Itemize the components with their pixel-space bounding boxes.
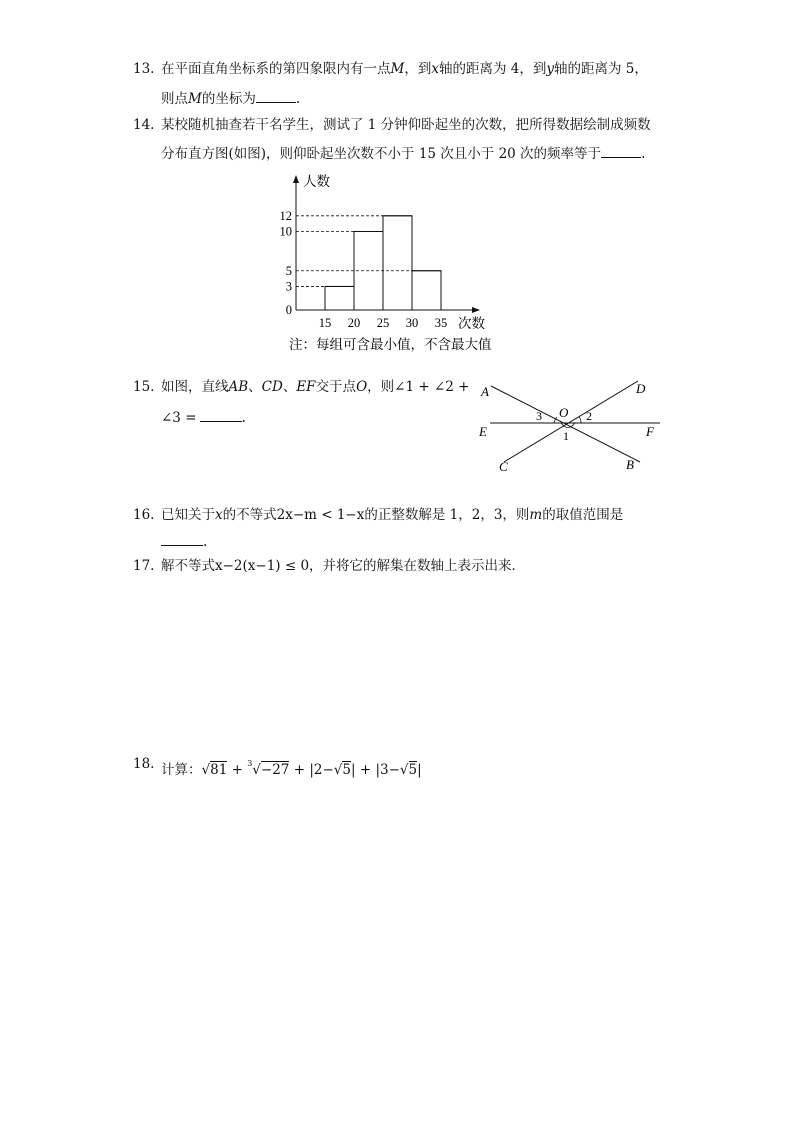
q13-number: 13. <box>133 61 155 77</box>
q16-text: 已知关于 <box>161 507 215 523</box>
q15-text: ，则∠1 + ∠2 + <box>367 379 470 395</box>
q18-label: 计算： <box>161 762 202 778</box>
q14-line-2 <box>161 143 645 163</box>
y-tick-label: 12 <box>279 208 292 223</box>
sqrt-sign-icon: √ <box>201 762 211 778</box>
q18-expression <box>161 755 422 779</box>
q15-text: 、 <box>282 379 297 395</box>
q15-text: 交于点 <box>315 379 357 395</box>
q13-var-y: y <box>546 61 554 77</box>
chart-xlabel: 次数 <box>458 316 485 331</box>
histogram-chart <box>270 168 530 353</box>
q13-var-m: M <box>390 61 405 77</box>
q15-var-o: O <box>356 379 368 395</box>
radicand: 5 <box>342 762 351 778</box>
q16-var-m: m <box>529 507 543 523</box>
q16-text: 的取值范围是 <box>542 507 624 523</box>
line-cd <box>504 381 638 462</box>
sqrt-sign-icon: √ <box>333 762 343 778</box>
x-axis-arrow-icon <box>472 307 480 313</box>
q13-var-x: x <box>431 61 439 77</box>
radicand: 81 <box>210 762 228 778</box>
abs-close: | <box>417 762 422 778</box>
q15-line-2 <box>161 407 246 427</box>
q15-end: . <box>241 410 246 426</box>
q18-operator: + <box>227 762 248 778</box>
x-tick-label: 15 <box>318 316 332 330</box>
q13-text: ，到 <box>404 61 432 77</box>
q15-line-1 <box>161 378 469 396</box>
y-tick-label: 3 <box>285 279 292 294</box>
q18-operator: + <box>289 762 310 778</box>
q15-text: ∠3 = <box>161 410 197 426</box>
q14-line-1: 某校随机抽查若干名学生，测试了 1 分钟仰卧起坐的次数，把所得数据绘制成频数 <box>161 117 651 133</box>
q17-text: 解不等式x−2(x−1) ≤ 0，并将它的解集在数轴上表示出来． <box>161 558 526 574</box>
angle-mark-2 <box>579 417 581 423</box>
answer-blank[interactable] <box>161 531 203 546</box>
q13-end: . <box>295 91 301 107</box>
point-o-label: O <box>559 405 569 420</box>
q13-text: 轴的距离为 4，到 <box>438 61 547 77</box>
x-tick-label: 30 <box>405 316 419 330</box>
q14-text: 分布直方图(如图)，则仰卧起坐次数不小于 15 次且小于 20 次的频率等于 <box>161 146 602 162</box>
q15-text: 如图，直线 <box>161 379 229 395</box>
point-b-label: B <box>626 457 634 472</box>
q13-line-2 <box>161 88 300 108</box>
radicand: 5 <box>408 762 418 778</box>
y-axis-arrow-icon <box>293 175 299 183</box>
y-tick-label: 0 <box>285 303 292 317</box>
chart-ylabel: 人数 <box>303 174 330 189</box>
point-e-label: E <box>479 424 487 439</box>
q16-end: . <box>203 534 208 550</box>
q13-text: 在平面直角坐标系的第四象限内有一点 <box>161 61 391 77</box>
sqrt-sign-icon: √ <box>252 762 261 778</box>
intersecting-lines-figure <box>470 376 670 476</box>
q15-var-ab: AB <box>228 379 249 395</box>
angle-1-label: 1 <box>563 429 569 443</box>
abs-open: |3− <box>375 762 400 778</box>
y-tick-label: 10 <box>279 224 292 239</box>
q16-line-1 <box>161 506 623 524</box>
q14-end: . <box>641 146 646 162</box>
q18-operator: + <box>355 762 376 778</box>
q15-number: 15. <box>133 379 155 395</box>
angle-2-label: 2 <box>586 409 592 423</box>
q13-var-m: M <box>188 91 202 107</box>
x-tick-label: 35 <box>434 316 448 330</box>
radicand: −27 <box>260 762 290 778</box>
q13-line-1 <box>161 60 648 78</box>
q16-text: 的不等式2x−m < 1−x的正整数解是 1，2，3，则 <box>222 507 530 523</box>
point-d-label: D <box>636 381 646 396</box>
sqrt-sign-icon: √ <box>399 762 409 778</box>
point-c-label: C <box>499 459 508 474</box>
point-a-label: A <box>481 384 489 399</box>
histogram-bar <box>325 286 354 310</box>
histogram-bar <box>412 271 441 310</box>
point-f-label: F <box>646 424 654 439</box>
x-tick-label: 20 <box>347 316 361 330</box>
q15-var-cd: CD <box>261 379 283 395</box>
q15-var-ef: EF <box>296 379 316 395</box>
q16-number: 16. <box>133 507 155 523</box>
q18-number: 18. <box>133 756 155 772</box>
q14-number: 14. <box>133 117 155 133</box>
y-tick-label: 5 <box>285 263 292 278</box>
answer-blank[interactable] <box>601 143 641 158</box>
q13-text: 的坐标为 <box>201 91 256 107</box>
abs-close: | <box>350 762 356 778</box>
cube-root-index: 3 <box>247 759 253 768</box>
abs-open: |2− <box>309 762 334 778</box>
q16-var-x: x <box>215 507 223 523</box>
angle-3-label: 3 <box>536 409 542 423</box>
histogram-bar <box>383 216 412 310</box>
answer-blank[interactable] <box>200 407 242 422</box>
chart-note: 注：每组可含最小值，不含最大值 <box>289 337 492 352</box>
answer-blank[interactable] <box>256 88 296 103</box>
q13-text: 则点 <box>161 91 188 107</box>
line-ab <box>491 386 640 462</box>
q17-number: 17. <box>133 558 155 574</box>
q16-line-2 <box>161 531 207 551</box>
q13-text: 轴的距离为 5， <box>553 61 648 77</box>
x-tick-label: 25 <box>376 316 390 330</box>
q15-text: 、 <box>248 379 262 395</box>
